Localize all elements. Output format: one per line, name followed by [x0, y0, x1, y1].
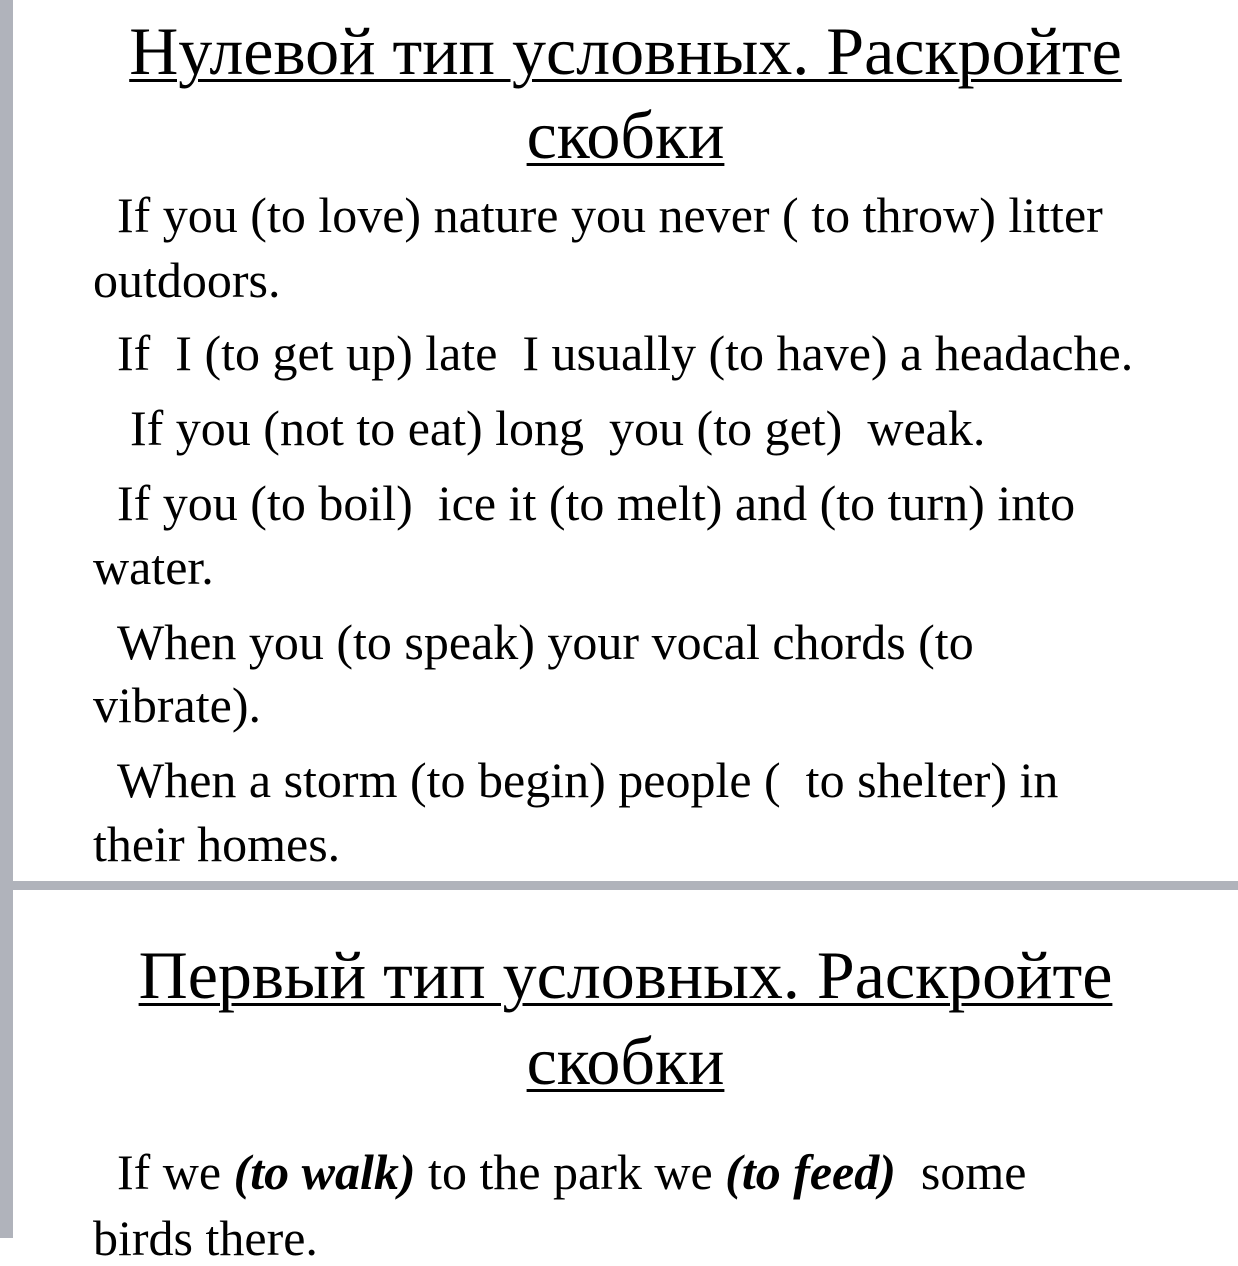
exercise-line: outdoors.: [93, 252, 281, 308]
verb-prompt: (to feed): [725, 1144, 896, 1200]
section1-title-cont: скобки: [526, 97, 725, 173]
exercise-line: When you (to speak) your vocal chords (to: [117, 614, 974, 670]
exercise-line: birds there.: [93, 1210, 318, 1266]
verb-prompt: (to walk): [233, 1144, 416, 1200]
exercise-line: If you (not to eat) long you (to get) weak.: [130, 400, 986, 456]
text: If we: [117, 1144, 234, 1200]
exercise-line: [117, 1144, 1027, 1200]
exercise-line: water.: [93, 539, 214, 595]
exercise-line: vibrate).: [93, 677, 261, 733]
section2-title-cont: скобки: [526, 1023, 725, 1099]
page-divider: [13, 881, 1238, 890]
exercise-line: If you (to boil) ice it (to melt) and (to turn) into: [117, 475, 1076, 531]
exercise-line: If you (to love) nature you never ( to throw) litter: [117, 187, 1103, 243]
section1-title: Нулевой тип условных. Раскройте: [129, 13, 1122, 89]
text: to the park we: [415, 1144, 726, 1200]
text: some: [895, 1144, 1027, 1200]
left-margin-bar: [0, 0, 13, 1238]
section2-title: Первый тип условных. Раскройте: [138, 937, 1113, 1013]
exercise-line: their homes.: [93, 816, 341, 872]
exercise-line: When a storm (to begin) people ( to shelter) in: [117, 752, 1059, 808]
exercise-line: If I (to get up) late I usually (to have) a headache.: [117, 325, 1134, 381]
